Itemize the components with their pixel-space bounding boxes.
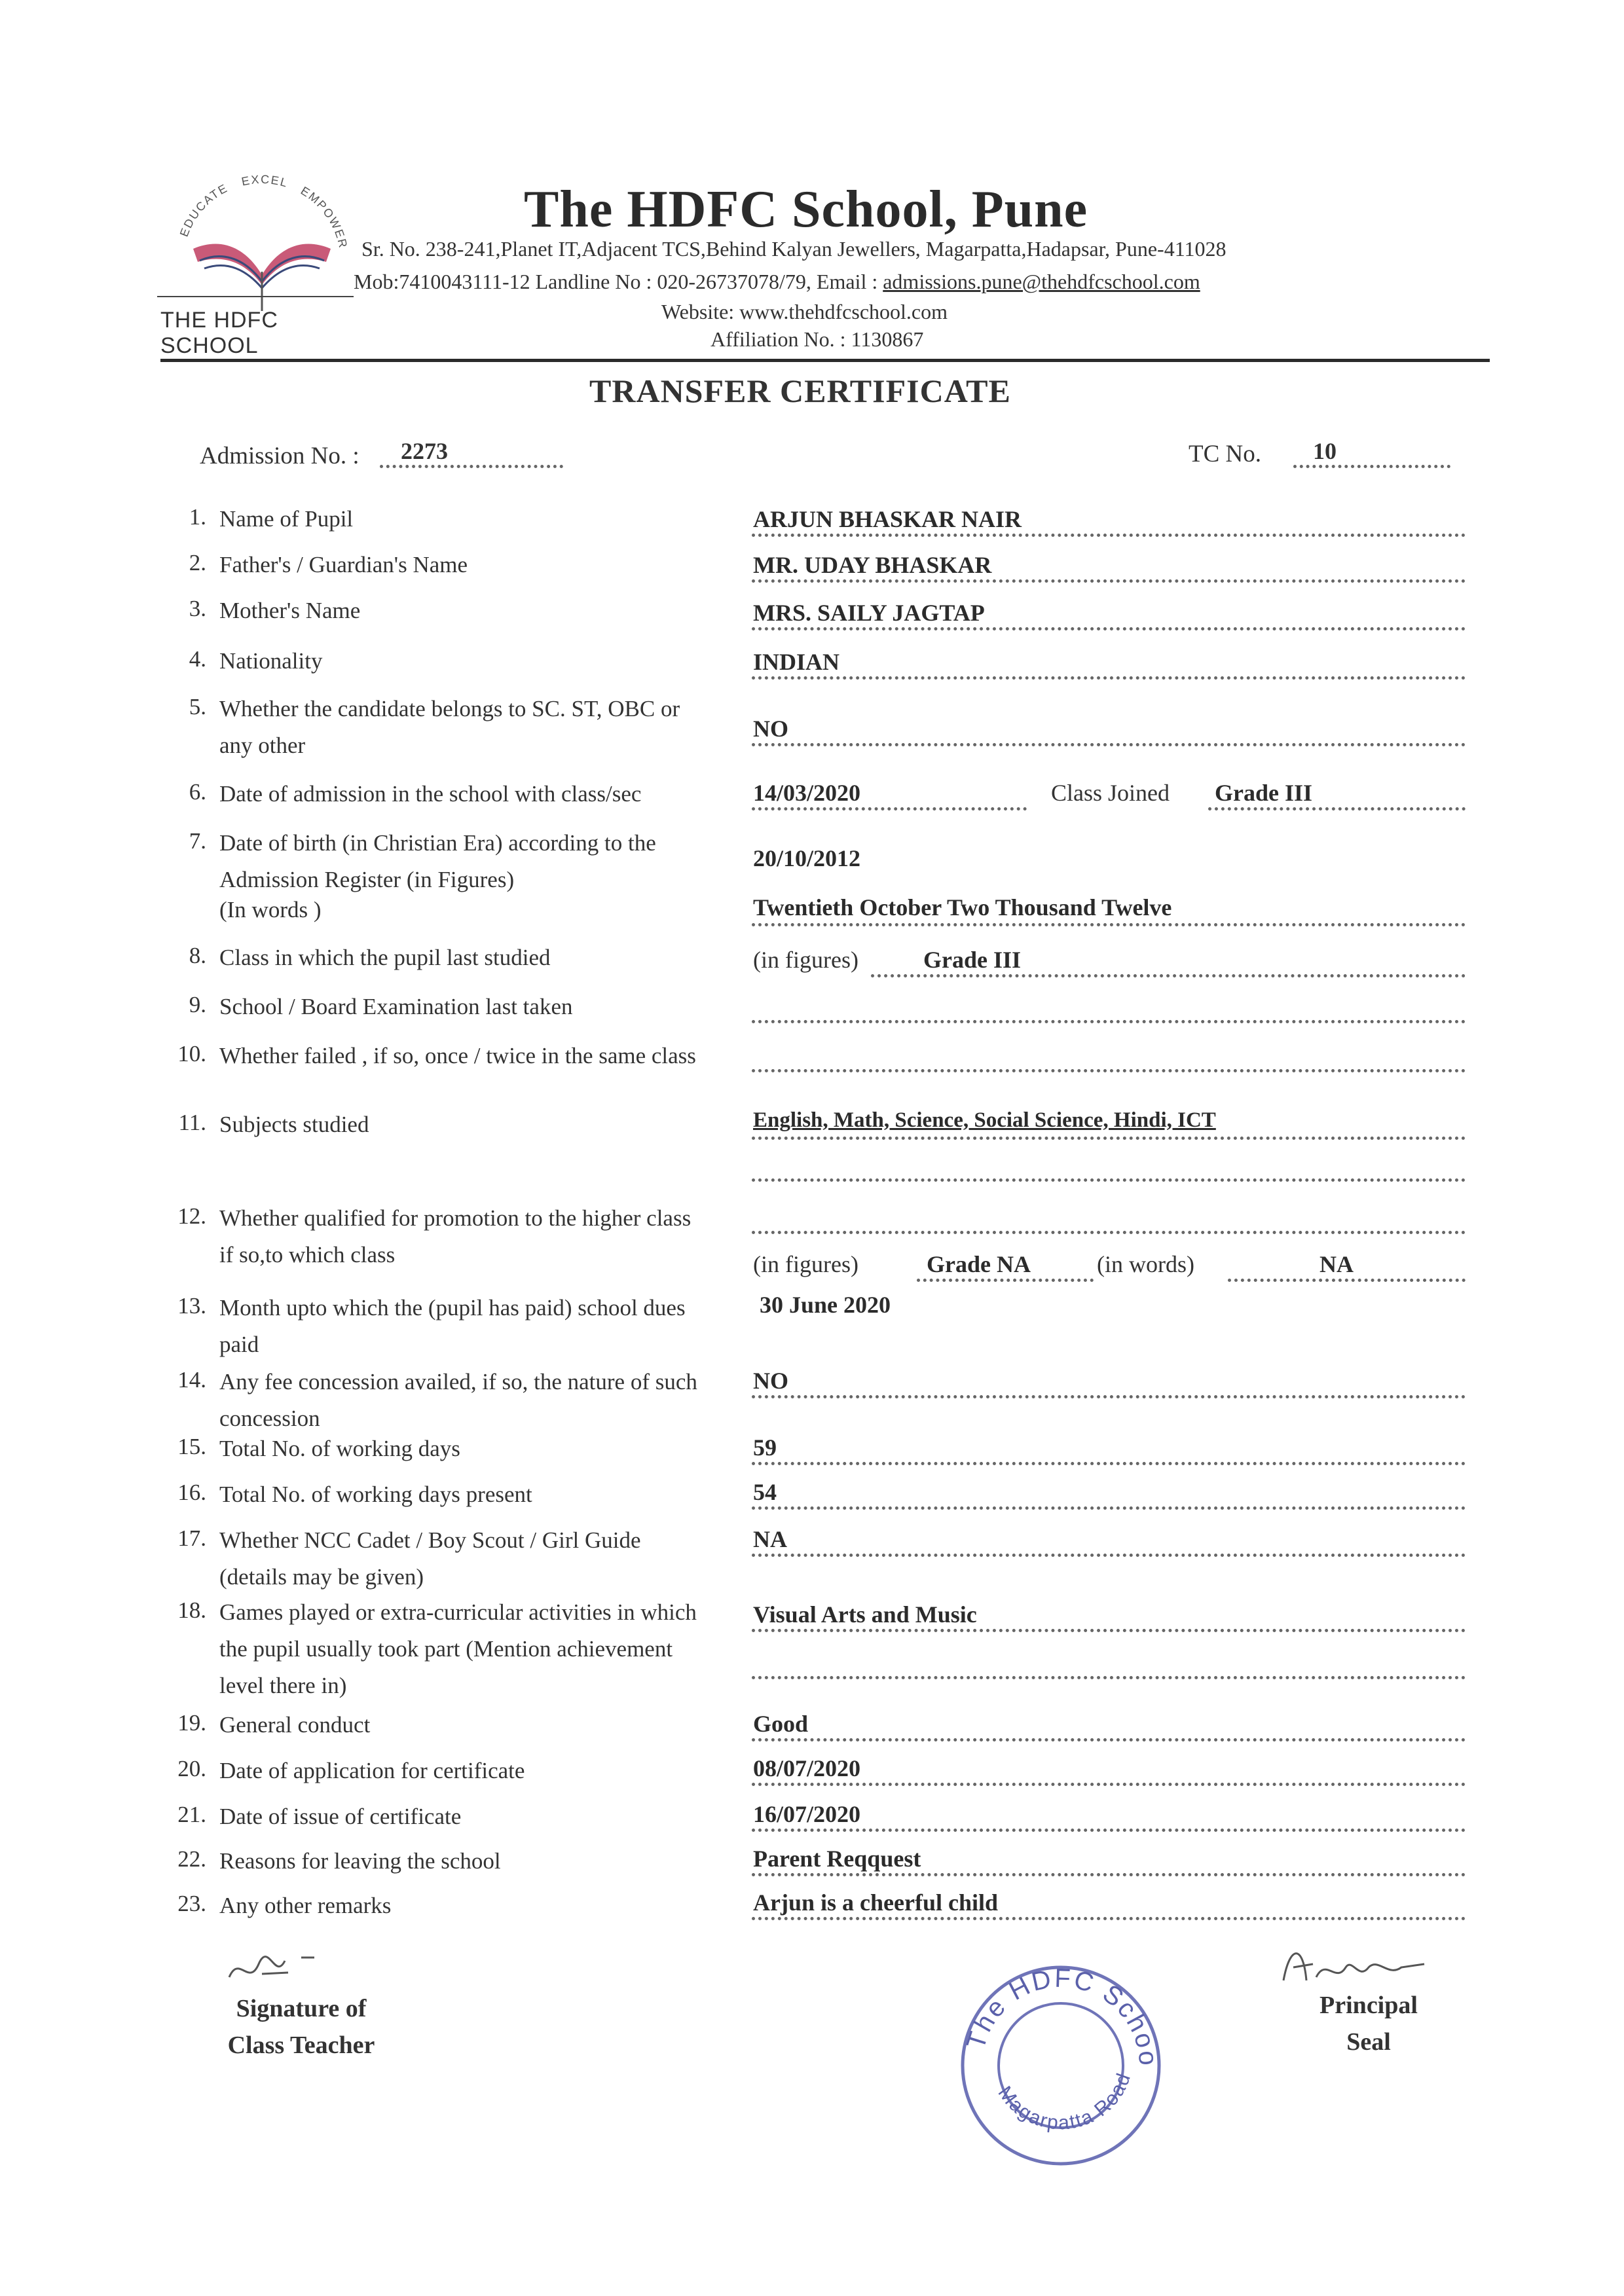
- field-label: Name of Pupil: [219, 506, 354, 532]
- field-label: Date of admission in the school with class/sec: [219, 781, 642, 807]
- field-label: Total No. of working days present: [219, 1482, 532, 1507]
- in-words-label: (in words): [1097, 1251, 1194, 1277]
- category-value: NO: [753, 716, 788, 742]
- field-label: Mother's Name: [219, 598, 361, 623]
- dotted-line: [752, 579, 1466, 583]
- dotted-line: [752, 1506, 1466, 1510]
- dotted-line: [752, 1020, 1466, 1023]
- field-label: Whether failed , if so, once / twice in the same class: [219, 1043, 696, 1068]
- promotion-words-value: NA: [1320, 1251, 1354, 1277]
- dotted-line: [752, 1137, 1466, 1140]
- dotted-line: [752, 923, 1466, 926]
- admission-value: 2273: [401, 438, 448, 464]
- field-label: Nationality: [219, 648, 323, 674]
- field-label: Total No. of working days: [219, 1436, 460, 1461]
- row-number: 9.: [189, 992, 206, 1017]
- row-number: 5.: [189, 694, 206, 720]
- row-number: 12.: [177, 1203, 206, 1229]
- row-number: 22.: [177, 1846, 206, 1872]
- row-number: 7.: [189, 828, 206, 854]
- seal-bottom-text: Magarpatta Road: [993, 2069, 1135, 2134]
- field-label: Class in which the pupil last studied: [219, 945, 551, 970]
- dob-figures: 20/10/2012: [753, 845, 861, 871]
- row-number: 14.: [177, 1367, 206, 1393]
- dotted-line: [752, 534, 1466, 537]
- subjects-value: English, Math, Science, Social Science, Hindi, ICT: [753, 1108, 1216, 1132]
- admission-label: Admission No. :: [200, 443, 360, 469]
- svg-text:EXCEL: EXCEL: [240, 172, 290, 190]
- dotted-line: [752, 1873, 1466, 1876]
- promotion-class-value: Grade NA: [927, 1251, 1031, 1277]
- dotted-line: [752, 1829, 1466, 1832]
- row-number: 1.: [189, 504, 206, 530]
- field-label: School / Board Examination last taken: [219, 994, 573, 1019]
- logo-motto: EDUCATE: [177, 181, 231, 239]
- header-rule: [160, 359, 1490, 362]
- dotted-line: [752, 1738, 1466, 1741]
- dotted-line: [752, 743, 1466, 746]
- field-label: Any other remarks: [219, 1893, 392, 1918]
- application-date-value: 08/07/2020: [753, 1755, 861, 1781]
- school-website: Website: www.thehdfcschool.com: [661, 300, 948, 323]
- row-number: 23.: [177, 1891, 206, 1916]
- dotted-line: [752, 1676, 1466, 1679]
- school-address: Sr. No. 238-241,Planet IT,Adjacent TCS,Behind Kalyan Jewellers, Magarpatta,Hadapsar, Pune-411028: [361, 237, 1227, 261]
- conduct-value: Good: [753, 1711, 809, 1737]
- dotted-line: [752, 1231, 1466, 1234]
- row-number: 19.: [177, 1710, 206, 1736]
- field-label: Father's / Guardian's Name: [219, 552, 468, 577]
- school-name: The HDFC School, Pune: [524, 181, 1088, 238]
- row-number: 10.: [177, 1041, 206, 1066]
- dotted-line: [752, 1178, 1466, 1182]
- field-label: Whether the candidate belongs to SC. ST, OBC or any other: [219, 696, 680, 758]
- last-class-value: Grade III: [923, 947, 1022, 973]
- mother-name: MRS. SAILY JAGTAP: [753, 600, 985, 626]
- pupil-name: ARJUN BHASKAR NAIR: [753, 506, 1022, 532]
- admission-dotted-line: [380, 465, 563, 468]
- affiliation-number: Affiliation No. : 1130867: [710, 327, 924, 351]
- email-link[interactable]: admissions.pune@thehdfcschool.com: [883, 270, 1200, 293]
- dues-paid-value: 30 June 2020: [760, 1292, 891, 1318]
- concession-value: NO: [753, 1368, 788, 1394]
- row-number: 17.: [177, 1525, 206, 1551]
- logo-divider: [157, 296, 354, 297]
- dotted-line: [752, 676, 1466, 680]
- dotted-line: [1208, 807, 1466, 811]
- remarks-value: Arjun is a cheerful child: [753, 1889, 998, 1916]
- teacher-signature-label: Signature of Class Teacher: [227, 1995, 375, 2059]
- field-label: Whether qualified for promotion to the higher class if so,to which class: [219, 1205, 692, 1267]
- row-number: 13.: [177, 1293, 206, 1319]
- field-label: Whether NCC Cadet / Boy Scout / Girl Guide (details may be given): [219, 1527, 641, 1590]
- row-number: 2.: [189, 550, 206, 575]
- open-book-logo-icon: [157, 164, 367, 314]
- field-label-words: (In words ): [219, 897, 322, 922]
- field-label: Games played or extra-curricular activities in which the pupil usually took part (Mention achievement level there in): [219, 1599, 697, 1698]
- row-number: 21.: [177, 1802, 206, 1827]
- field-label: Date of issue of certificate: [219, 1804, 462, 1829]
- dotted-line: [752, 1462, 1466, 1465]
- in-figures-label: (in figures): [753, 947, 858, 973]
- field-label: Any fee concession availed, if so, the nature of such concession: [219, 1369, 697, 1431]
- dotted-line: [752, 1554, 1466, 1557]
- row-number: 6.: [189, 779, 206, 805]
- page-title: TRANSFER CERTIFICATE: [589, 373, 1011, 409]
- dotted-line: [752, 807, 1027, 811]
- row-number: 8.: [189, 943, 206, 968]
- dotted-line: [752, 627, 1466, 630]
- class-joined-label: Class Joined: [1051, 780, 1170, 806]
- father-name: MR. UDAY BHASKAR: [753, 552, 992, 578]
- dotted-line: [871, 974, 1466, 977]
- row-number: 16.: [177, 1480, 206, 1505]
- admission-date: 14/03/2020: [753, 780, 861, 806]
- row-number: 20.: [177, 1756, 206, 1781]
- seal-stamp-icon: [953, 1958, 1169, 2174]
- svg-text:EDUCATE: [177, 181, 231, 238]
- row-number: 15.: [177, 1434, 206, 1459]
- field-label: Reasons for leaving the school: [219, 1848, 501, 1874]
- leaving-reason-value: Parent Reqquest: [753, 1846, 921, 1872]
- issue-date-value: 16/07/2020: [753, 1801, 861, 1827]
- ncc-value: NA: [753, 1526, 787, 1552]
- row-number: 11.: [178, 1110, 206, 1135]
- in-figures-label: (in figures): [753, 1251, 858, 1277]
- tc-label: TC No.: [1189, 441, 1261, 467]
- dotted-line: [1228, 1279, 1466, 1282]
- school-contact: [354, 270, 1200, 294]
- field-label: Month upto which the (pupil has paid) school dues paid: [219, 1295, 686, 1357]
- svg-text:EMPOWER: EMPOWER: [298, 184, 350, 250]
- school-seal: [953, 1958, 1169, 2174]
- dotted-line: [752, 1629, 1466, 1632]
- seal-top-text: The HDFC Schoo: [961, 1963, 1163, 2069]
- principal-seal-label: Principal Seal: [1320, 1992, 1418, 2056]
- dotted-line: [752, 1395, 1466, 1398]
- dotted-line: [752, 1069, 1466, 1072]
- row-number: 18.: [177, 1597, 206, 1623]
- dotted-line: [752, 1783, 1466, 1786]
- contact-numbers: Mob:7410043111-12 Landline No : 020-26737078/79, Email :: [354, 270, 883, 293]
- working-days-value: 59: [753, 1434, 777, 1461]
- activities-value: Visual Arts and Music: [753, 1601, 977, 1628]
- field-label: General conduct: [219, 1712, 371, 1738]
- field-label: Date of application for certificate: [219, 1758, 525, 1783]
- dotted-line: [752, 1917, 1466, 1920]
- field-label: Subjects studied: [219, 1112, 369, 1137]
- tc-dotted-line: [1293, 465, 1450, 468]
- days-present-value: 54: [753, 1479, 777, 1505]
- svg-text:The HDFC School: [953, 1958, 1163, 2068]
- teacher-signature-mark: [223, 1941, 334, 1997]
- class-joined-value: Grade III: [1215, 780, 1313, 806]
- row-number: 4.: [189, 646, 206, 672]
- nationality-value: INDIAN: [753, 649, 840, 675]
- tc-value: 10: [1313, 438, 1337, 464]
- logo-caption: THE HDFC SCHOOL: [160, 308, 278, 358]
- dotted-line: [917, 1279, 1094, 1282]
- field-label: Date of birth (in Christian Era) according to the Admission Register (in Figures): [219, 830, 656, 892]
- dob-words: Twentieth October Two Thousand Twelve: [753, 894, 1172, 920]
- row-number: 3.: [189, 596, 206, 621]
